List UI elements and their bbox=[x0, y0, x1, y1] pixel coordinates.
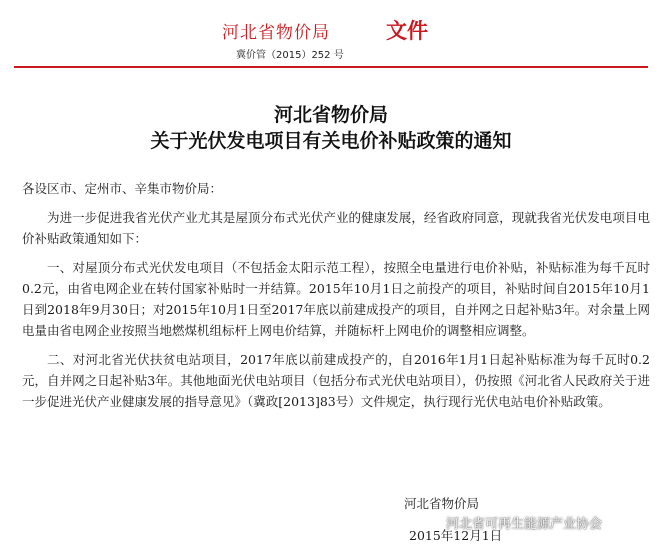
wechat-icon bbox=[424, 515, 442, 530]
letterhead-word: 文件 bbox=[386, 19, 428, 43]
paragraph-item-1: 一、对屋顶分布式光伏发电项目（不包括金太阳示范工程），按照全电量进行电价补贴，补贴标准为每千瓦时0.2元，由省电网企业在转付国家补贴时一并结算。2015年10月1日之前投产的项目，补贴时间自2015年10月1日到2018年9月30日；对2015年10月1日至2017年底以前建成投产的项目，自并网之日起补贴3年。对余量上网电量由省电网企业按照当地燃煤机组标杆上网电价结算，并随标杆上网电价的调整相应调整。 bbox=[22, 260, 650, 338]
doc-title-org: 河北省物价局 bbox=[273, 104, 388, 126]
salutation: 各设区市、定州市、辛集市物价局： bbox=[22, 181, 223, 196]
doc-number: 冀价管（2015）252 号 bbox=[236, 50, 344, 61]
red-divider bbox=[14, 66, 648, 68]
paragraph-item-2: 二、对河北省光伏扶贫电站项目，2017年底以前建成投产的，自2016年1月1日起补贴标准为每千瓦时0.2元，自并网之日起补贴3年。其他地面光伏电站项目（包括分布式光伏电站项目），仍按照《河北省人民政府关于进一步促进光伏产业健康发展的指导意见》（冀政[2013]83号）文件规定，执行现行光伏电站电价补贴政策。 bbox=[22, 352, 650, 409]
doc-title-subject: 关于光伏发电项目有关电价补贴政策的通知 bbox=[150, 130, 512, 152]
watermark-text: 河北省可再生能源产业协会 bbox=[446, 517, 603, 532]
signature-org: 河北省物价局 bbox=[404, 496, 480, 511]
watermark bbox=[424, 513, 602, 532]
letterhead-org: 河北省物价局 bbox=[222, 23, 330, 43]
paragraph-intro: 为进一步促进我省光伏产业尤其是屋顶分布式光伏产业的健康发展，经省政府同意，现就我省光伏发电项目电价补贴政策通知如下： bbox=[22, 210, 650, 246]
signature-date: 2015年12月1日 bbox=[409, 528, 503, 543]
